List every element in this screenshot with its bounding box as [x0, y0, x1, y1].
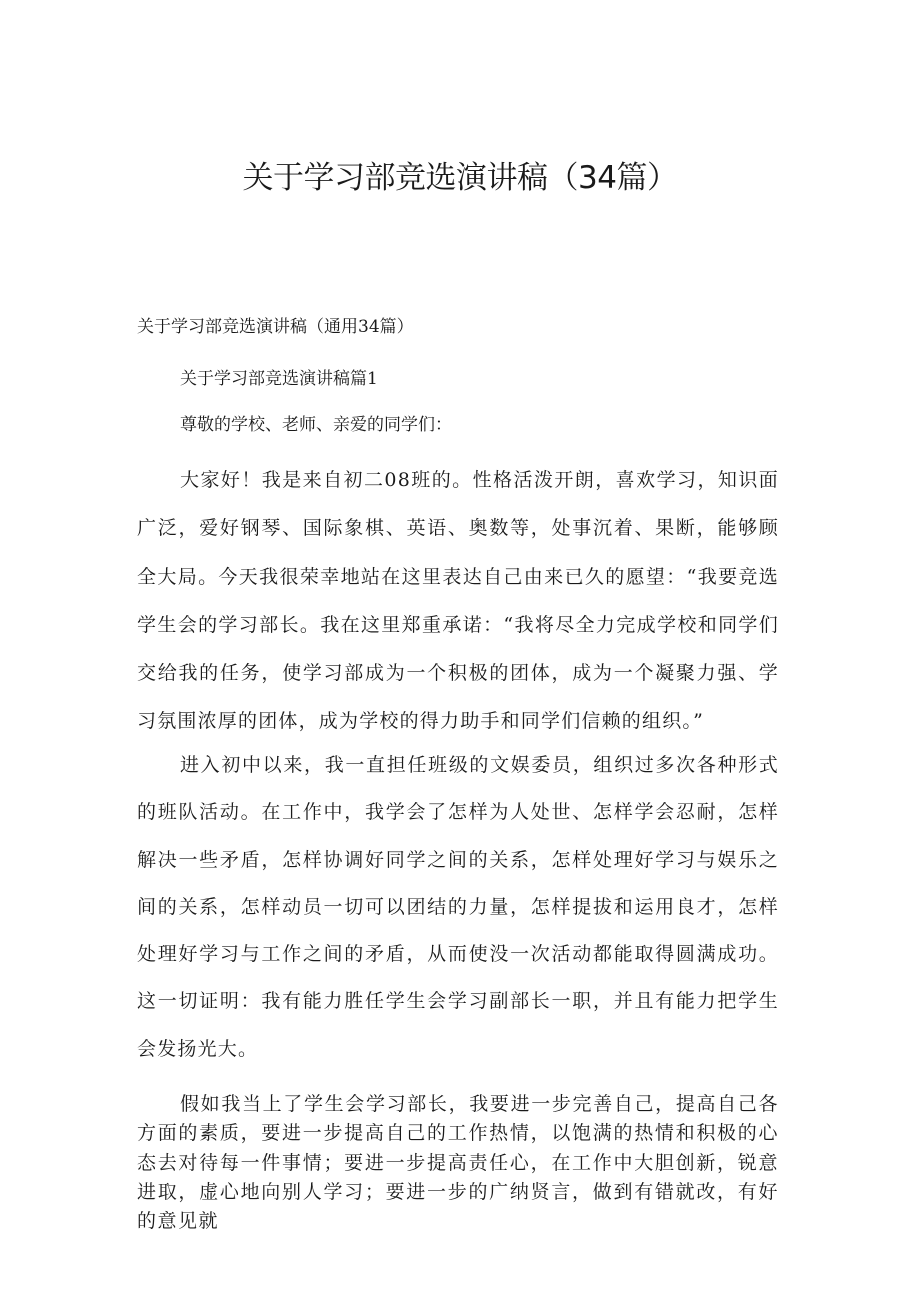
section-heading: 关于学习部竞选演讲稿篇1 [180, 369, 378, 389]
body-paragraph-2: 进入初中以来，我一直担任班级的文娱委员，组织过多次各种形式的班队活动。在工作中，我学会了怎样为人处世、怎样学会忍耐，怎样解决一些矛盾，怎样协调好同学之间的关系，怎样处理好学习与娱乐之间的关系，怎样动员一切可以团结的力量，怎样提拔和运用良才，怎样处理好学习与工作之间的矛盾，从而使没一次活动都能取得圆满成功。这一切证明：我有能力胜任学生会学习副部长一职，并且有能力把学生会发扬光大。 [137, 754, 779, 1060]
document-title: 关于学习部竞选演讲稿（34篇） [242, 160, 678, 196]
body-paragraph-3: 假如我当上了学生会学习部长，我要进一步完善自己，提高自己各方面的素质，要进一步提高自己的工作热情，以饱满的热情和积极的心态去对待每一件事情；要进一步提高责任心，在工作中大胆创新，锐意进取，虚心地向别人学习；要进一步的广纳贤言，做到有错就改，有好的意见就 [137, 1093, 779, 1233]
document-subtitle: 关于学习部竞选演讲稿（通用34篇） [137, 317, 414, 337]
body-paragraph-1: 大家好！我是来自初二08班的。性格活泼开朗，喜欢学习，知识面广泛，爱好钢琴、国际象棋、英语、奥数等，处事沉着、果断，能够顾全大局。今天我很荣幸地站在这里表达自己由来已久的愿望：“我要竞选学生会的学习部长。我在这里郑重承诺：“我将尽全力完成学校和同学们交给我的任务，使学习部成为一个积极的团体，成为一个凝聚力强、学习氛围浓厚的团体，成为学校的得力助手和同学们信赖的组织。” [137, 469, 779, 733]
greeting-line: 尊敬的学校、老师、亲爱的同学们： [180, 415, 452, 435]
